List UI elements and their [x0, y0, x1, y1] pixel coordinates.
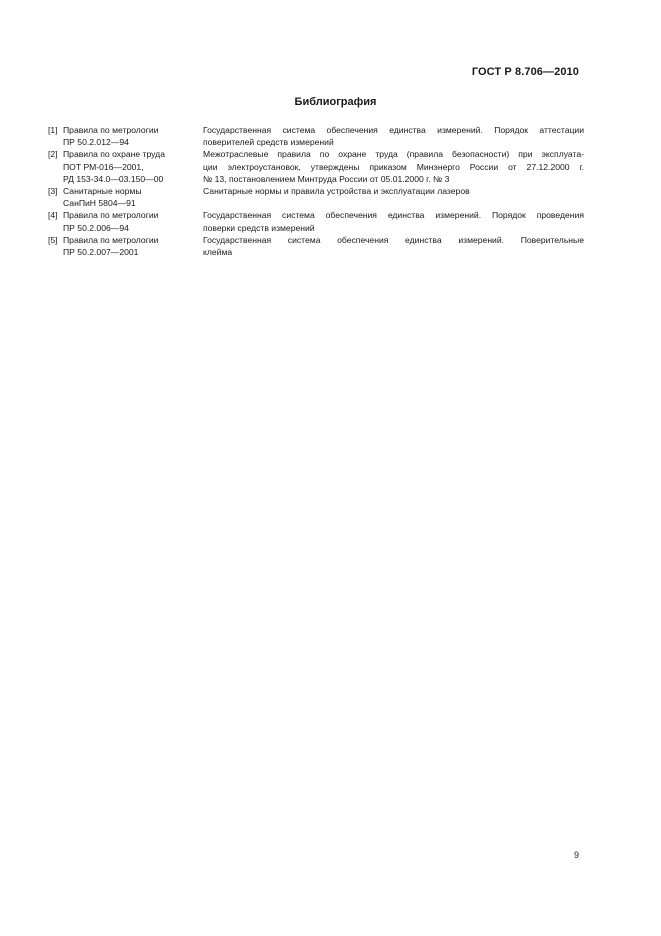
reference-number: [5] [48, 234, 58, 245]
reference-description-line: № 13, постановлением Минтруда России от 05.01.2000 г. № 3 [203, 173, 450, 184]
reference-number: [1] [48, 125, 58, 135]
reference-description-line: Межотраслевые правила по охране труда (правила безопасности) при эксплуата- [203, 149, 584, 160]
reference-source-line: ПОТ РМ-016—2001, [63, 161, 144, 172]
reference-description [203, 148, 584, 185]
reference-source-line: Санитарные нормы [63, 186, 142, 197]
reference-description-line: Государственная система обеспечения единства измерений. Порядок аттестации [203, 125, 584, 135]
reference-description-line: ции электроустановок, утверждены приказом Минэнерго России от 27.12.2000 г. [203, 161, 584, 172]
bibliography-list [48, 124, 584, 258]
page-number: 9 [573, 850, 579, 860]
reference-description [203, 209, 584, 233]
reference-source-line: Правила по метрологии [63, 125, 159, 135]
reference-source-line: ПР 50.2.007—2001 [63, 247, 139, 258]
reference-source [63, 185, 203, 209]
reference-item [48, 234, 584, 258]
reference-source [63, 148, 203, 185]
reference-item [48, 124, 584, 148]
reference-number: [2] [48, 149, 58, 160]
reference-description-line: Государственная система обеспечения единства измерений. Поверительные [203, 234, 584, 245]
reference-source [63, 124, 203, 148]
reference-description-line: Государственная система обеспечения единства измерений. Порядок проведения [203, 210, 584, 221]
section-title: Библиография [294, 96, 377, 108]
reference-description-line: клейма [203, 247, 233, 258]
reference-number: [3] [48, 186, 58, 197]
reference-source-line: ПР 50.2.012—94 [63, 137, 129, 148]
reference-source-line: Правила по метрологии [63, 210, 159, 221]
reference-source-line: Правила по метрологии [63, 234, 159, 245]
reference-source [63, 234, 203, 258]
reference-description [203, 185, 584, 209]
reference-source-line: Правила по охране труда [63, 149, 165, 160]
document-code: ГОСТ Р 8.706—2010 [471, 66, 579, 78]
reference-description [203, 124, 584, 148]
reference-source-line: СанПиН 5804—91 [63, 198, 136, 209]
reference-description [203, 234, 584, 258]
reference-source-line: РД 153-34.0—03.150—00 [63, 173, 164, 184]
reference-description-line: Санитарные нормы и правила устройства и эксплуатации лазеров [203, 186, 470, 197]
reference-item [48, 185, 584, 209]
reference-description-line: поверки средств измерений [203, 222, 315, 233]
reference-number: [4] [48, 210, 58, 221]
reference-item [48, 209, 584, 233]
reference-item [48, 148, 584, 185]
reference-source [63, 209, 203, 233]
reference-source-line: ПР 50.2.006—94 [63, 222, 129, 233]
reference-description-line: поверителей средств измерений [203, 137, 334, 148]
